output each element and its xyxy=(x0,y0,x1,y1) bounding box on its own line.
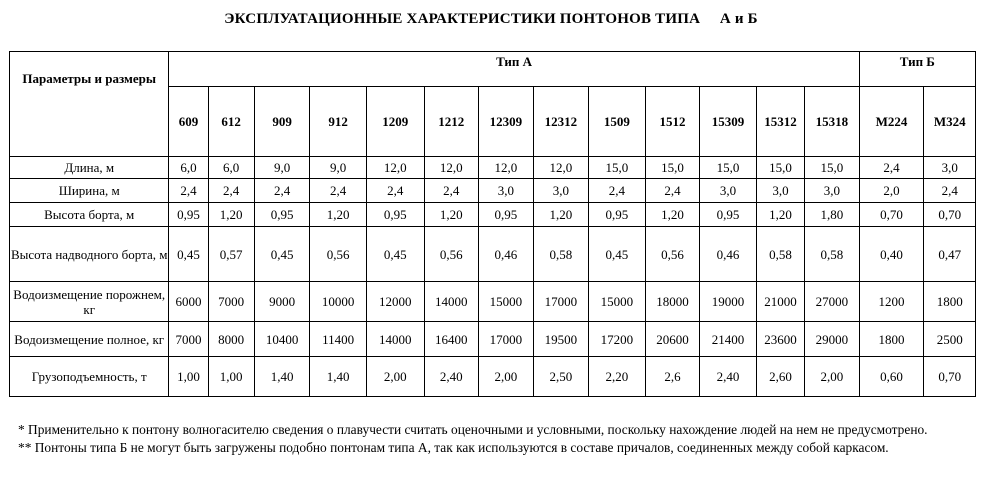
table-cell: 2,4 xyxy=(208,179,254,203)
table-cell: 14000 xyxy=(424,282,479,322)
table-cell: 14000 xyxy=(366,322,424,357)
table-cell: 6000 xyxy=(169,282,208,322)
table-cell: 0,45 xyxy=(254,227,310,282)
table-cell: 0,95 xyxy=(479,203,534,227)
table-cell: 3,0 xyxy=(924,157,976,179)
table-cell: 19000 xyxy=(700,282,757,322)
table-cell: 0,56 xyxy=(310,227,367,282)
table-row xyxy=(10,282,976,322)
table-cell: 15000 xyxy=(479,282,534,322)
table-cell: 23600 xyxy=(756,322,804,357)
table-cell: 2,6 xyxy=(645,357,700,397)
table-cell: 2,4 xyxy=(645,179,700,203)
table-cell: 2,40 xyxy=(424,357,479,397)
table-cell: 2,0 xyxy=(859,179,924,203)
table-cell: 8000 xyxy=(208,322,254,357)
table-cell: 9,0 xyxy=(310,157,367,179)
table-cell: 0,58 xyxy=(533,227,589,282)
row-label: Высота борта, м xyxy=(10,203,169,227)
table-cell: 0,45 xyxy=(589,227,646,282)
table-cell: 27000 xyxy=(805,282,860,322)
table-cell: 15,0 xyxy=(756,157,804,179)
params-header: Параметры и размеры xyxy=(10,52,169,157)
table-cell: 0,70 xyxy=(924,357,976,397)
table-cell: 3,0 xyxy=(700,179,757,203)
table-cell: 0,58 xyxy=(805,227,860,282)
table-cell: 12,0 xyxy=(366,157,424,179)
row-label: Длина, м xyxy=(10,157,169,179)
table-cell: 2,4 xyxy=(254,179,310,203)
table-cell: 19500 xyxy=(533,322,589,357)
row-label: Ширина, м xyxy=(10,179,169,203)
table-cell: 2,4 xyxy=(366,179,424,203)
model-header: 12312 xyxy=(533,87,589,157)
table-cell: 0,56 xyxy=(645,227,700,282)
table-row xyxy=(10,322,976,357)
model-header: 15312 xyxy=(756,87,804,157)
table-body xyxy=(10,157,976,397)
group-header-type-b: Тип Б xyxy=(859,52,975,87)
model-header: 15309 xyxy=(700,87,757,157)
table-cell: 0,46 xyxy=(700,227,757,282)
footnotes xyxy=(18,421,978,457)
table-cell: 12000 xyxy=(366,282,424,322)
table-cell: 0,60 xyxy=(859,357,924,397)
table-cell: 2,40 xyxy=(700,357,757,397)
table-cell: 10000 xyxy=(310,282,367,322)
table-cell: 15,0 xyxy=(805,157,860,179)
table-cell: 9000 xyxy=(254,282,310,322)
model-header: 15318 xyxy=(805,87,860,157)
table-cell: 7000 xyxy=(169,322,208,357)
model-header: 909 xyxy=(254,87,310,157)
table-row xyxy=(10,357,976,397)
table-cell: 0,56 xyxy=(424,227,479,282)
table-row xyxy=(10,227,976,282)
model-header: 12309 xyxy=(479,87,534,157)
table-cell: 15,0 xyxy=(589,157,646,179)
table-row xyxy=(10,203,976,227)
table-cell: 2,00 xyxy=(805,357,860,397)
row-label: Водоизмещение порожнем, кг xyxy=(10,282,169,322)
table-cell: 1800 xyxy=(924,282,976,322)
table-cell: 2,4 xyxy=(424,179,479,203)
table-cell: 0,57 xyxy=(208,227,254,282)
table-cell: 15000 xyxy=(589,282,646,322)
table-cell: 0,95 xyxy=(366,203,424,227)
table-cell: 18000 xyxy=(645,282,700,322)
table-cell: 9,0 xyxy=(254,157,310,179)
table-cell: 12,0 xyxy=(533,157,589,179)
table-cell: 2,50 xyxy=(533,357,589,397)
table-cell: 0,95 xyxy=(700,203,757,227)
table-cell: 2,4 xyxy=(859,157,924,179)
table-cell: 6,0 xyxy=(208,157,254,179)
table-cell: 1200 xyxy=(859,282,924,322)
table-cell: 1,20 xyxy=(533,203,589,227)
table-cell: 2,60 xyxy=(756,357,804,397)
row-label: Водоизмещение полное, кг xyxy=(10,322,169,357)
footnote-1: * Применительно к понтону волногасителю сведения о плавучести считать оценочными и условными, поскольку нахождение людей на нем не предусмотрено. xyxy=(18,422,928,437)
table-cell: 15,0 xyxy=(700,157,757,179)
table-cell: 3,0 xyxy=(533,179,589,203)
footnote-2: ** Понтоны типа Б не могут быть загружены подобно понтонам типа А, так как используются в составе причалов, соединенных между собой каркасом. xyxy=(18,440,889,455)
table-cell: 1,20 xyxy=(208,203,254,227)
table-cell: 0,46 xyxy=(479,227,534,282)
table-cell: 3,0 xyxy=(756,179,804,203)
table-cell: 2,00 xyxy=(479,357,534,397)
table-cell: 2,20 xyxy=(589,357,646,397)
table-cell: 0,95 xyxy=(169,203,208,227)
table-cell: 17200 xyxy=(589,322,646,357)
table-cell: 0,45 xyxy=(366,227,424,282)
pontoon-spec-table xyxy=(9,51,976,397)
group-header-type-a: Тип А xyxy=(169,52,859,87)
table-cell: 3,0 xyxy=(805,179,860,203)
table-cell: 0,58 xyxy=(756,227,804,282)
table-cell: 1,20 xyxy=(310,203,367,227)
table-cell: 0,45 xyxy=(169,227,208,282)
table-cell: 12,0 xyxy=(479,157,534,179)
table-cell: 16400 xyxy=(424,322,479,357)
model-header: М224 xyxy=(859,87,924,157)
model-header: М324 xyxy=(924,87,976,157)
page-title: ЭКСПЛУАТАЦИОННЫЕ ХАРАКТЕРИСТИКИ ПОНТОНОВ ТИПА А и Б xyxy=(224,11,758,27)
table-cell: 20600 xyxy=(645,322,700,357)
model-header: 1512 xyxy=(645,87,700,157)
table-row xyxy=(10,179,976,203)
table-cell: 1,00 xyxy=(208,357,254,397)
model-header: 609 xyxy=(169,87,208,157)
table-cell: 21400 xyxy=(700,322,757,357)
model-header: 1509 xyxy=(589,87,646,157)
table-cell: 2,00 xyxy=(366,357,424,397)
table-cell: 0,95 xyxy=(254,203,310,227)
table-cell: 0,40 xyxy=(859,227,924,282)
table-cell: 2,4 xyxy=(924,179,976,203)
row-label: Высота надводного борта, м xyxy=(10,227,169,282)
table-cell: 10400 xyxy=(254,322,310,357)
table-row xyxy=(10,157,976,179)
table-cell: 1,20 xyxy=(424,203,479,227)
model-header: 1212 xyxy=(424,87,479,157)
table-cell: 1800 xyxy=(859,322,924,357)
table-cell: 17000 xyxy=(479,322,534,357)
model-header: 612 xyxy=(208,87,254,157)
table-cell: 15,0 xyxy=(645,157,700,179)
table-cell: 17000 xyxy=(533,282,589,322)
table-cell: 6,0 xyxy=(169,157,208,179)
table-cell: 2,4 xyxy=(310,179,367,203)
table-cell: 1,20 xyxy=(756,203,804,227)
table-cell: 2,4 xyxy=(589,179,646,203)
table-cell: 0,70 xyxy=(924,203,976,227)
table-cell: 11400 xyxy=(310,322,367,357)
model-header: 912 xyxy=(310,87,367,157)
model-header: 1209 xyxy=(366,87,424,157)
table-cell: 0,47 xyxy=(924,227,976,282)
table-cell: 12,0 xyxy=(424,157,479,179)
table-cell: 1,20 xyxy=(645,203,700,227)
table-cell: 3,0 xyxy=(479,179,534,203)
table-cell: 2,4 xyxy=(169,179,208,203)
table-cell: 21000 xyxy=(756,282,804,322)
table-cell: 7000 xyxy=(208,282,254,322)
table-cell: 0,70 xyxy=(859,203,924,227)
table-cell: 1,40 xyxy=(254,357,310,397)
table-cell: 1,00 xyxy=(169,357,208,397)
table-cell: 1,80 xyxy=(805,203,860,227)
table-cell: 0,95 xyxy=(589,203,646,227)
table-cell: 2500 xyxy=(924,322,976,357)
table-cell: 1,40 xyxy=(310,357,367,397)
table-cell: 29000 xyxy=(805,322,860,357)
row-label: Грузоподъемность, т xyxy=(10,357,169,397)
